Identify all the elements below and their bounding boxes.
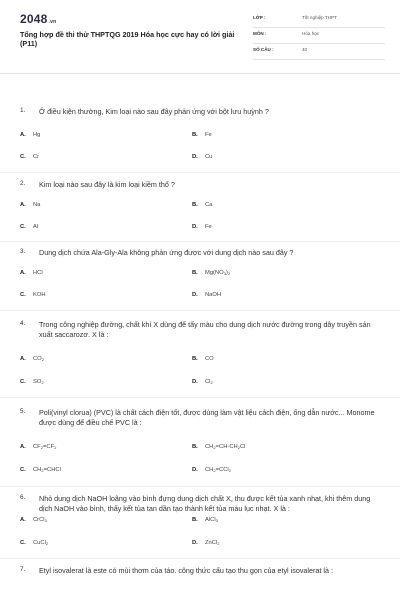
option-d[interactable] <box>192 224 212 230</box>
option-text: AlCl$_3$ <box>205 517 218 524</box>
meta-table <box>253 12 385 60</box>
site-logo[interactable] <box>20 12 56 26</box>
option-text: Hg <box>33 132 41 138</box>
option-text: Fe <box>205 224 212 230</box>
option-text: ZnCl$_2$ <box>205 540 220 547</box>
meta-label: LỚP : <box>253 15 266 20</box>
question-number: 2. <box>20 180 26 187</box>
option-letter: C. <box>20 379 26 385</box>
question-divider <box>0 486 400 487</box>
option-letter: D. <box>192 292 198 298</box>
option-d[interactable] <box>192 379 213 385</box>
option-a[interactable] <box>20 444 56 450</box>
option-text: NaOH <box>205 292 222 298</box>
option-text: $CO_2$ <box>33 356 44 363</box>
option-text: $Mg(NO_3)_2$ <box>205 270 231 277</box>
option-letter: C. <box>20 224 26 230</box>
option-b[interactable] <box>192 202 212 208</box>
option-d[interactable] <box>192 467 231 473</box>
option-letter: A. <box>20 517 26 523</box>
meta-value: Hóa học <box>302 31 320 36</box>
option-text: $CH_2=CCl_2$ <box>205 467 231 474</box>
question-divider <box>0 241 400 242</box>
option-letter: A. <box>20 270 26 276</box>
option-letter: A. <box>20 202 26 208</box>
option-letter: D. <box>192 379 198 385</box>
option-letter: A. <box>20 132 26 138</box>
option-letter: C. <box>20 154 26 160</box>
question-number: 4. <box>20 320 26 327</box>
option-d[interactable] <box>192 292 221 298</box>
option-text: HCl <box>33 270 43 276</box>
question-text: Kim loại nào sau đây là kim loại kiềm thổ ? <box>39 180 175 189</box>
meta-row-count <box>253 44 385 60</box>
option-c[interactable] <box>20 540 48 546</box>
option-c[interactable] <box>20 154 39 160</box>
option-letter: D. <box>192 540 198 546</box>
option-a[interactable] <box>20 132 40 138</box>
option-letter: D. <box>192 467 198 473</box>
meta-value: Tốt nghiệp THPT <box>302 15 337 20</box>
option-text: Na <box>33 202 41 208</box>
option-text: CO <box>205 356 214 362</box>
option-text: $Cl_2$ <box>205 379 213 386</box>
option-b[interactable] <box>192 356 214 362</box>
option-a[interactable] <box>20 202 40 208</box>
option-text: $CH_2=CHCl$ <box>33 467 61 474</box>
option-text: Al <box>33 224 39 230</box>
option-letter: B. <box>192 270 198 276</box>
question-text: Dung dịch chứa Ala-Gly-Ala không phản ứng được với dung dịch nào sau đây ? <box>39 248 294 257</box>
option-letter: B. <box>192 356 198 362</box>
option-letter: B. <box>192 444 198 450</box>
option-text: Ca <box>205 202 213 208</box>
option-b[interactable] <box>192 270 230 276</box>
option-b[interactable] <box>192 132 212 138</box>
question-number: 3. <box>20 248 26 255</box>
question-text: Nhỏ dung dịch NaOH loãng vào bình đựng dung dịch chất X, thu được kết tủa xanh nhạt, khi thêm dung dịch NaOH vào bình, thấy kết tủa tan dần tạo thành kết tủa màu lục nhạt. X là : <box>39 494 371 513</box>
option-text: $SO_2$ <box>33 379 44 386</box>
option-text: CuCl$_2$ <box>33 540 49 547</box>
logo-text: 2048 <box>20 12 48 26</box>
question-text: Trong công nghiệp đường, chất khí X dùng để tẩy màu cho dung dịch nước đường trong dây truyền sản xuất saccarozơ. X là : <box>39 320 371 339</box>
option-letter: B. <box>192 517 198 523</box>
option-letter: C. <box>20 467 26 473</box>
option-b[interactable] <box>192 517 218 523</box>
page-header <box>20 12 385 64</box>
meta-row-class <box>253 12 385 28</box>
question-divider <box>0 397 400 398</box>
option-d[interactable] <box>192 154 212 160</box>
option-text: KOH <box>33 292 46 298</box>
option-text: CrCl$_3$ <box>33 517 47 524</box>
question-text: Ở điều kiện thường, Kim loại nào sau đây phản ứng với bột lưu huỳnh ? <box>39 107 269 116</box>
option-letter: A. <box>20 444 26 450</box>
option-letter: B. <box>192 132 198 138</box>
document-title: Tổng hợp đề thi thử THPTQG 2019 Hóa học cực hay có lời giải (P11) <box>20 30 235 48</box>
option-c[interactable] <box>20 292 46 298</box>
option-letter: B. <box>192 202 198 208</box>
question-number: 7. <box>20 566 26 573</box>
logo-suffix: .vn <box>48 19 57 25</box>
question-divider <box>0 310 400 311</box>
option-c[interactable] <box>20 379 44 385</box>
question-number: 5. <box>20 408 26 415</box>
option-letter: C. <box>20 540 26 546</box>
option-text: $CF_2=CF_2$ <box>33 444 57 451</box>
option-letter: D. <box>192 154 198 160</box>
question-number: 6. <box>20 494 26 501</box>
option-text: $CH_2=CH-CH_2Cl$ <box>205 444 246 451</box>
option-text: Cr <box>33 154 40 160</box>
option-c[interactable] <box>20 467 61 473</box>
meta-label: SỐ CÂU : <box>253 47 274 52</box>
option-a[interactable] <box>20 356 44 362</box>
option-letter: D. <box>192 224 198 230</box>
option-d[interactable] <box>192 540 220 546</box>
option-letter: C. <box>20 292 26 298</box>
option-a[interactable] <box>20 517 47 523</box>
option-letter: A. <box>20 356 26 362</box>
question-text: Etyl isovalerat là este có mùi thơm của táo. công thức cấu tạo thu gọn của etyl isovalerat là : <box>39 566 333 575</box>
meta-value: 40 <box>302 47 308 52</box>
option-b[interactable] <box>192 444 245 450</box>
question-divider <box>0 558 400 559</box>
question-number: 1. <box>20 107 26 114</box>
option-a[interactable] <box>20 270 43 276</box>
question-text: Poli(vinyl clorua) (PVC) là chất cách điện tốt, được dùng làm vật liệu cách điện, ống dẫn nước... Monome được dùng để điều chế PVC là : <box>39 408 375 427</box>
meta-row-subject <box>253 28 385 44</box>
meta-label: MÔN : <box>253 31 267 36</box>
question-divider <box>0 172 400 173</box>
option-text: Fe <box>205 132 212 138</box>
option-text: Cu <box>205 154 213 160</box>
header-divider <box>0 73 400 74</box>
option-c[interactable] <box>20 224 38 230</box>
